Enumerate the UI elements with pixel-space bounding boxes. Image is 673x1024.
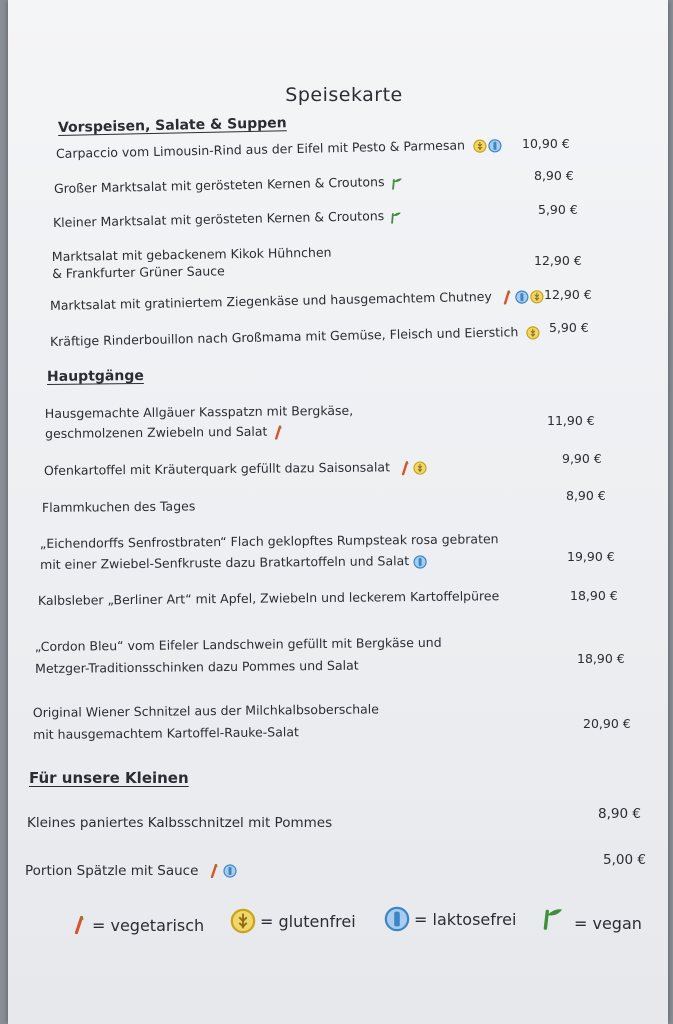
item-name-line2: Metzger-Traditionsschinken dazu Pommes und Salat	[35, 657, 359, 676]
item-name-line2: mit einer Zwiebel-Senfkruste dazu Bratkartoffeln und Salat	[40, 553, 410, 572]
legend-vegetarian	[70, 912, 204, 938]
item-name: Original Wiener Schnitzel aus der Milchkalbsoberschale	[32, 701, 380, 721]
glutenfree-icon	[230, 908, 256, 934]
item-name: „Eichendorffs Senfrostbraten“ Flach geklopftes Rumpsteak rosa gebraten	[39, 531, 499, 552]
item-price: 18,90 €	[577, 651, 625, 666]
item-price: 5,00 €	[603, 852, 646, 868]
menu-item	[53, 205, 403, 234]
legend-vegetarian-label: = vegetarisch	[92, 915, 205, 935]
vegetarian-icon	[271, 425, 285, 439]
glutenfree-icon	[473, 138, 487, 152]
menu-item	[33, 698, 380, 746]
vegan-icon	[384, 208, 402, 223]
vegetarian-icon	[207, 864, 221, 878]
item-price: 8,90 €	[566, 488, 606, 503]
item-name: Hausgemachte Allgäuer Kasspatzn mit Bergkäse,	[44, 402, 354, 422]
item-price: 18,90 €	[570, 588, 618, 603]
section-heading-mains: Hauptgänge	[46, 367, 144, 385]
lactosefree-icon	[413, 554, 427, 568]
item-name: Kalbsleber „Berliner Art“ mit Apfel, Zwiebeln und leckerem Kartoffelpüree	[37, 588, 500, 608]
item-price: 5,90 €	[549, 320, 589, 335]
menu-item	[45, 401, 354, 444]
item-name-line2: & Frankfurter Grüner Sauce	[52, 263, 225, 281]
menu-item	[27, 812, 332, 834]
menu-item	[25, 860, 237, 882]
menu-item	[42, 495, 196, 519]
item-name: Carpaccio vom Limousin-Rind aus der Eifel mit Pesto & Parmesan	[55, 137, 466, 161]
item-price: 12,90 €	[534, 253, 582, 268]
item-name: Portion Spätzle mit Sauce	[25, 863, 199, 879]
item-name: Kräftige Rinderbouillon nach Großmama mit Gemüse, Fleisch und Eierstich	[49, 324, 519, 349]
menu-item	[52, 244, 332, 282]
lactosefree-icon	[488, 138, 502, 152]
legend-glutenfree	[230, 908, 356, 934]
legend-vegan-label: = vegan	[574, 914, 642, 933]
menu-item	[50, 321, 541, 353]
vegetarian-icon	[500, 290, 514, 304]
item-name: Marktsalat mit gebackenem Kikok Hühnchen	[51, 244, 332, 265]
item-price: 20,90 €	[583, 716, 631, 731]
glutenfree-icon	[413, 460, 427, 474]
menu-item	[50, 285, 544, 317]
menu-page	[8, 0, 668, 1024]
page-title: Speisekarte	[285, 84, 403, 106]
item-name: Flammkuchen des Tages	[41, 498, 196, 515]
legend-glutenfree-label: = glutenfrei	[260, 911, 356, 931]
item-name: Kleines paniertes Kalbsschnitzel mit Pommes	[27, 815, 333, 831]
menu-item	[54, 171, 403, 200]
lactosefree-icon	[223, 864, 237, 878]
item-price: 12,90 €	[544, 287, 592, 302]
item-name: Großer Marktsalat mit gerösteten Kernen & Croutons	[53, 174, 385, 196]
menu-item	[38, 585, 499, 612]
menu-item	[40, 528, 499, 575]
legend-lactosefree	[384, 906, 516, 932]
item-price: 8,90 €	[598, 806, 641, 822]
item-name: Marktsalat mit gratiniertem Ziegenkäse und hausgemachtem Chutney	[49, 288, 492, 313]
section-heading-kids: Für unsere Kleinen	[29, 769, 189, 787]
item-name: Ofenkartoffel mit Kräuterquark gefüllt dazu Saisonsalat	[43, 459, 391, 478]
lactosefree-icon	[384, 906, 410, 932]
vegetarian-icon	[70, 912, 88, 938]
menu-item	[44, 456, 427, 482]
legend-vegan	[538, 900, 642, 933]
lactosefree-icon	[515, 289, 529, 303]
item-name: „Cordon Bleu“ vom Eifeler Landschwein gefüllt mit Bergkäse und	[34, 634, 442, 655]
item-price: 10,90 €	[522, 136, 570, 151]
legend-lactosefree-label: = laktosefrei	[414, 909, 517, 929]
menu-item	[56, 134, 502, 165]
section-heading-starters: Vorspeisen, Salate & Suppen	[57, 115, 287, 136]
vegan-icon	[384, 174, 402, 189]
item-price: 8,90 €	[534, 168, 574, 183]
item-price: 9,90 €	[562, 451, 602, 466]
item-price: 19,90 €	[567, 549, 615, 564]
item-name-line2: geschmolzenen Zwiebeln und Salat	[45, 423, 268, 441]
vegetarian-icon	[398, 461, 412, 475]
item-price: 5,90 €	[538, 202, 578, 217]
item-name-line2: mit hausgemachtem Kartoffel-Rauke-Salat	[33, 724, 299, 742]
item-name: Kleiner Marktsalat mit gerösteten Kernen & Croutons	[52, 208, 385, 230]
item-price: 11,90 €	[547, 413, 595, 428]
glutenfree-icon	[530, 289, 544, 303]
menu-item	[35, 632, 442, 680]
vegan-icon	[538, 902, 564, 932]
glutenfree-icon	[526, 325, 540, 339]
